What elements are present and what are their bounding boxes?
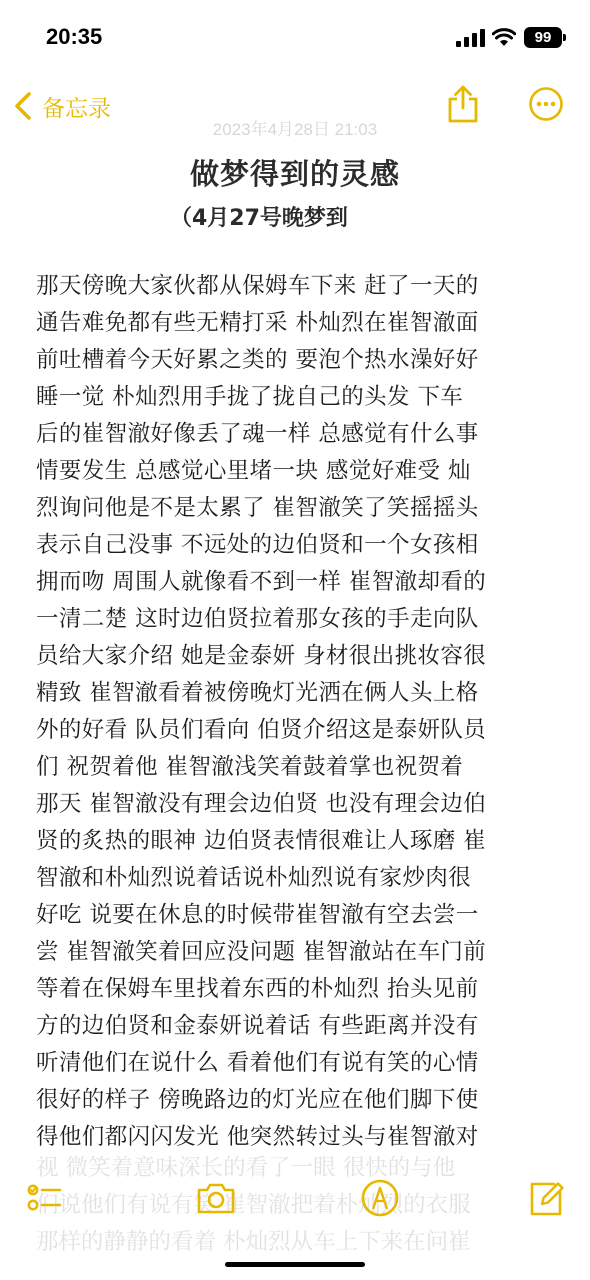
compose-icon[interactable] <box>524 1176 568 1220</box>
note-line: 精致 崔智澈看着被傍晚灯光洒在俩人头上格 <box>36 680 479 706</box>
back-label: 备忘录 <box>42 95 111 122</box>
signal-icon <box>456 29 486 47</box>
note-line: 员给大家介绍 她是金泰妍 身材很出挑妆容很 <box>36 643 487 669</box>
note-line: 贤的炙热的眼神 边伯贤表情很难让人琢磨 崔 <box>36 828 487 854</box>
note-line: 睡一觉 朴灿烈用手拢了拢自己的头发 下车 <box>36 384 464 410</box>
note-line: 那天傍晚大家伙都从保姆车下来 赶了一天的 <box>36 273 479 299</box>
note-body[interactable] <box>36 268 556 1160</box>
note-line: 听清他们在说什么 看着他们有说有笑的心情 <box>36 1050 479 1076</box>
status-time: 20:35 <box>46 24 103 49</box>
note-line: 尝 崔智澈笑着回应没问题 崔智澈站在车门前 <box>36 939 487 965</box>
note-line: 们 祝贺着他 崔智澈浅笑着鼓着掌也祝贺着 <box>36 754 464 780</box>
note-line: 很好的样子 傍晚路边的灯光应在他们脚下使 <box>36 1087 479 1113</box>
markup-icon[interactable] <box>358 1176 402 1220</box>
note-line: 方的边伯贤和金泰妍说着话 有些距离并没有 <box>36 1013 479 1039</box>
note-line: 外的好看 队员们看向 伯贤介绍这是泰妍队员 <box>36 717 487 743</box>
note-date: 2023年4月28日 21:03 <box>212 120 378 139</box>
note-line: 后的崔智澈好像丢了魂一样 总感觉有什么事 <box>36 421 479 447</box>
note-title: 做梦得到的灵感 <box>189 157 400 191</box>
home-indicator <box>225 1262 365 1267</box>
note-line: 情要发生 总感觉心里堵一块 感觉好难受 灿 <box>36 458 471 484</box>
battery-nub <box>563 34 566 41</box>
note-line: 拥而吻 周围人就像看不到一样 崔智澈却看的 <box>36 569 487 595</box>
note-line: 得他们都闪闪发光 他突然转过头与崔智澈对 <box>36 1124 479 1150</box>
note-line: 等着在保姆车里找着东西的朴灿烈 抬头见前 <box>36 976 479 1002</box>
note-subtitle: （4月27号晚梦到 <box>170 206 348 231</box>
bottom-toolbar <box>0 1168 590 1228</box>
note-line: 智澈和朴灿烈说着话说朴灿烈说有家炒肉很 <box>36 865 472 891</box>
note-line: 那样的静静的看着 朴灿烈从车上下来在问崔 <box>36 1229 471 1255</box>
status-bar <box>0 0 590 76</box>
note-line: 那天 崔智澈没有理会边伯贤 也没有理会边伯 <box>36 791 487 817</box>
note-line: 表示自己没事 不远处的边伯贤和一个女孩相 <box>36 532 479 558</box>
wifi-icon <box>492 27 516 47</box>
note-line: 好吃 说要在休息的时候带崔智澈有空去尝一 <box>36 902 479 928</box>
checklist-icon[interactable] <box>22 1176 66 1220</box>
note-line: 通告难免都有些无精打采 朴灿烈在崔智澈面 <box>36 310 479 336</box>
note-line: 一清二楚 这时边伯贤拉着那女孩的手走向队 <box>36 606 479 632</box>
battery-icon: 99 <box>524 27 562 48</box>
note-line: 视 微笑着意味深长的看了一眼 很快的与他 <box>36 1155 456 1181</box>
note-line: 烈询问他是不是太累了 崔智澈笑了笑摇摇头 <box>36 495 479 521</box>
camera-icon[interactable] <box>194 1176 238 1220</box>
note-line: 前吐槽着今天好累之类的 要泡个热水澡好好 <box>36 347 479 373</box>
note-line: 们说他们有说有笑 崔智澈把着朴灿烈的衣服 <box>36 1192 471 1218</box>
